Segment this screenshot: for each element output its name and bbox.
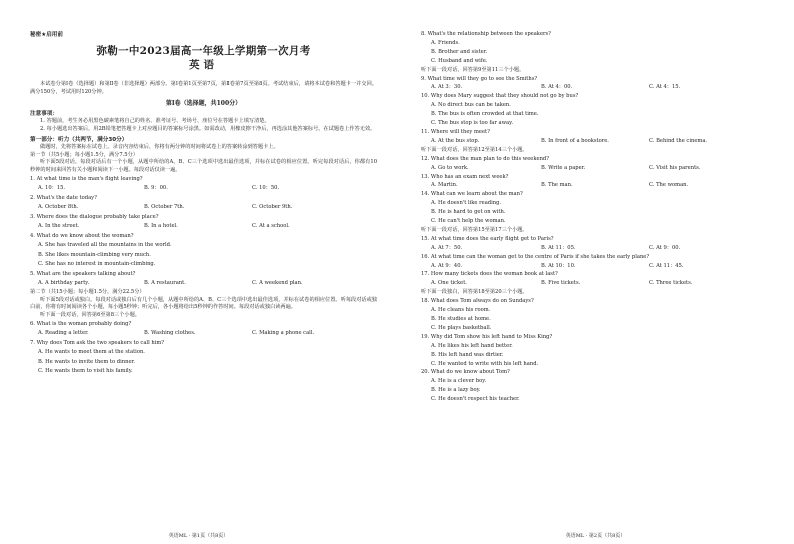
segment-6-instruction: 听下面一段对话，回答第6至第8三个小题。 [40,311,140,318]
confidential-tag: 秘密★启用前 [30,32,63,38]
option-c[interactable]: C. The bus stop is too far away. [431,120,514,127]
option-a[interactable]: A. Go to work. [431,164,469,171]
question-1: 1. At what time is the man's flight leaving? [30,175,143,182]
option-c[interactable]: C. He doesn't respect his teacher. [431,396,520,403]
question-5: 5. What are the speakers talking about? [30,270,136,277]
question-16: 16. At what time can the woman get to the centre of Paris if she takes the early plane? [421,253,650,260]
option-c[interactable]: C. He wanted to write with his left hand. [431,360,539,367]
volume-heading: 第Ⅰ卷（选择题，共100分） [165,100,242,108]
option-c[interactable]: C. October 9th. [252,204,293,211]
question-5-options [30,279,377,289]
question-2-options [30,203,377,213]
option-b[interactable]: B. The bus is often crowded at that time. [431,111,539,118]
option-c[interactable]: C. Making a phone call. [252,330,315,337]
option-a[interactable]: A. No direct bus can be taken. [431,102,511,109]
option-a[interactable]: A. Martin. [431,182,458,189]
option-a[interactable]: A. At 7：50. [431,244,463,251]
question-9-options [421,83,780,92]
option-a[interactable]: A. He is a clever boy. [431,378,487,385]
question-11: 11. Where will they meet? [421,128,490,135]
option-b[interactable]: B. At 11：05. [541,244,576,251]
option-b[interactable]: B. October 7th. [144,204,185,211]
option-c[interactable]: C. A weekend plan. [252,280,303,287]
page-footer: 英语ML · 第1页（共8页） [168,533,229,539]
question-20: 20. What do we know about Tom? [421,369,510,376]
question-10: 10. Why does Mary suggest that they should not go by bus? [421,93,579,100]
question-17-options [421,279,780,288]
question-12-options [421,164,780,173]
question-11-options [421,137,780,146]
option-c[interactable]: C. She has no interest in mountain-climbing. [38,261,156,268]
option-a[interactable]: A. A birthday party. [38,280,90,287]
question-8: 8. What's the relationship between the speakers? [421,31,551,37]
option-b[interactable]: B. In front of a bookstore. [541,137,609,144]
question-3-options [30,222,377,232]
exam-intro: 本试卷分第Ⅰ卷（选择题）和第Ⅱ卷（非选择题）两部分。第Ⅰ卷第1页至第7页，第Ⅱ卷第7页至第8页。考试结束后，请将本试卷和答题卡一并交回。满分150分，考试用时120分钟。 [30,81,377,95]
question-2: 2. What's the date today? [30,194,97,201]
option-b[interactable]: B. At 10：10. [541,262,576,269]
option-c[interactable]: C. At 9：00. [649,244,681,251]
option-b[interactable]: B. At 4：00. [541,84,573,91]
exam-subject: 英语 [189,59,218,71]
option-a[interactable]: A. At 3：30. [431,84,463,91]
segment-12-instruction: 听下面一段对话，回答第12至第14三个小题。 [421,146,528,153]
page-footer: 英语ML · 第2页（共8页） [565,533,626,539]
question-19: 19. Why did Tom show his left hand to Miss King? [421,333,553,340]
option-a[interactable]: A. October 8th. [38,204,79,211]
question-9: 9. What time will they go to see the Smiths? [421,75,538,82]
option-b[interactable]: B. Washing clothes. [144,330,196,337]
segment-9-instruction: 听下面一段对话，回答第9至第11三个小题。 [421,66,525,73]
option-b[interactable]: B. He is a lazy boy. [431,387,481,394]
option-b[interactable]: B. He studies at home. [431,316,491,322]
question-12: 12. What does the man plan to do this weekend? [421,155,550,162]
option-c[interactable]: C. Husband and wife. [431,57,488,64]
option-c[interactable]: C. At a school. [252,223,290,230]
part1-desc: 做题时，先将答案标在试卷上。录音内容结束后，你将有两分钟的时间将试卷上的答案转涂到答题卡上。 [40,143,279,150]
option-a[interactable]: A. 10：15. [38,185,66,192]
question-17: 17. How many tickets does the woman book at last? [421,271,558,278]
part1-heading: 第一部分：听力（共两节，满分30分） [30,136,128,143]
option-a[interactable]: A. She has traveled all the mountains in the world. [38,242,172,249]
notes-heading: 注意事项： [30,111,58,118]
option-b[interactable]: B. His left hand was dirtier. [431,351,504,358]
exam-title: 弥勒一中2023届高一年级上学期第一次月考 [96,45,311,57]
question-4: 4. What do we know about the woman? [30,232,134,239]
option-a[interactable]: A. He doesn't like reading. [431,200,502,207]
option-c[interactable]: C. He wants them to visit his family. [38,368,133,375]
question-7: 7. Why does Tom ask the two speakers to call him? [30,339,165,346]
question-3: 3. Where does the dialogue probably take place? [30,213,159,220]
note-2: 2. 每小题选出答案后，用2B铅笔把答题卡上对应题目的答案标号涂黑。如需改动，用橡皮擦干净后，再选涂其他答案标号。在试题卷上作答无效。 [40,126,376,133]
option-b[interactable]: B. 9：00. [144,185,168,192]
option-a[interactable]: A. At 9：40. [431,262,463,269]
option-b[interactable]: B. A restaurant. [144,280,186,287]
option-b[interactable]: B. Write a paper. [541,164,586,171]
option-b[interactable]: B. The man. [541,182,573,189]
question-13: 13. Who has an exam next week? [421,173,509,180]
option-a[interactable]: A. He cleans his room. [431,307,491,314]
option-b[interactable]: B. He wants to invite them to dinner. [38,358,136,365]
option-c[interactable]: C. He plays basketball. [431,324,492,331]
segment-18-instruction: 听下面一段独白，回答第18至第20三个小题。 [421,289,528,296]
option-c[interactable]: C. Three tickets. [649,280,693,287]
section1-desc: 听下面5段对话。每段对话后有一个小题，从题中所给的A、B、C三个选项中选出最佳选项，并标在试卷的相应位置。听完每段对话后，你都有10秒钟的时间来回答有关小题和阅读下一小题。每段对话仅读一遍。 [30,159,377,173]
question-18: 18. What does Tom always do on Sundays? [421,298,534,305]
option-b[interactable]: B. He is hard to get on with. [431,209,506,216]
option-a[interactable]: A. Reading a letter. [38,330,89,337]
question-1-options [30,184,377,194]
option-c[interactable]: C. At 4：15. [649,84,681,91]
option-c[interactable]: C. At 11：45. [649,262,684,269]
section1-heading: 第一节（共5小题；每小题1.5分，满分7.5分） [30,151,138,158]
question-15-options [421,244,780,253]
option-b[interactable]: B. Brother and sister. [431,48,488,55]
option-c[interactable]: C. He can't help the woman. [431,218,506,225]
option-c[interactable]: C. The woman. [649,182,689,189]
question-6-options [30,329,377,339]
segment-15-instruction: 听下面一段对话，回答第15至第17三个小题。 [421,226,528,233]
option-c[interactable]: C. Behind the cinema. [649,137,708,144]
option-a[interactable]: A. He likes his left hand better. [431,342,513,349]
option-a[interactable]: A. In the street. [38,223,80,230]
option-c[interactable]: C. Visit his parents. [649,164,701,171]
option-a[interactable]: A. He wants to meet them at the station. [38,349,145,356]
question-15: 15. At what time does the early flight get to Paris? [421,235,554,242]
note-1: 1. 答题前，考生务必用黑色碳素笔将自己的姓名、准考证号、考场号、座位号在答题卡上填写清楚。 [40,118,270,125]
option-a[interactable]: A. At the bus stop. [431,137,480,144]
question-13-options [421,181,780,190]
option-b[interactable]: B. She likes mountain-climbing very much. [38,251,151,258]
option-a[interactable]: A. One ticket. [431,280,467,287]
question-16-options [421,262,780,271]
question-14: 14. What can we learn about the man? [421,191,523,198]
page-right [397,0,794,544]
section2-heading: 第二节（共15小题；每小题1.5分，满分22.5分） [30,288,145,295]
option-b[interactable]: B. In a hotel. [144,223,178,230]
section2-desc: 听下面5段对话或独白。每段对话或独白后有几个小题，从题中所给的A、B、C三个选项中选出最佳选项，并标在试卷的相应位置。听每段对话或独白前，你将有时间阅读各个小题，每小题5秒钟；听完后，各小题将给出5秒钟的作答时间。每段对话或独白读两遍。 [30,296,377,311]
option-b[interactable]: B. Five tickets. [541,280,581,287]
option-a[interactable]: A. Friends. [431,39,460,46]
question-6: 6. What is the woman probably doing? [30,320,132,327]
option-c[interactable]: C. 10：50. [252,185,280,192]
